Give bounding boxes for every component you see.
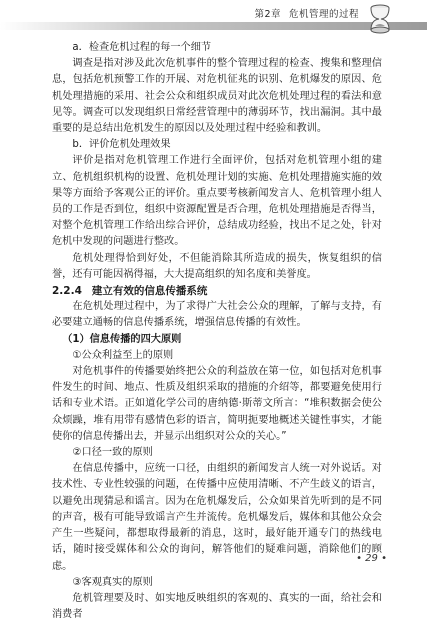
section-title: 建立有效的信息传播系统 xyxy=(91,285,208,298)
principle-2-text: 在信息传播中，应统一口径，由组织的新闻发言人统一对外说话。对技术性、专业性较强的问题，在传播中应使用清晰、不产生歧义的语言，以避免出现猜忌和谣言。因为在危机爆发后，公众如果首先听到的是不同的声音，极有可能导致谣言产生并流传。危机爆发后，媒体和其他公众会产生一些疑问，都想取得最新的消息，这时，最好能开通专门的热线电话，随时接受媒体和公众的询问，解答他们的疑难问题，消除他们的顾虑。 xyxy=(52,463,382,572)
section-heading xyxy=(52,283,382,299)
paragraph-evaluation: 评价是指对危机管理工作进行全面评价，包括对危机管理小组的建立、危机组织机构的设置、危机处理计划的实施、危机处理措施实施的效果等方面给予客观公正的评价。重点要考核新闻发言人、危机管理小组人员的工作是否到位，组织中资源配置是否合理，危机处理措施是否得当，对整个危机管理工作给出综合评价，总结成功经验，找出不足之处，针对危机中发现的问题进行整改。 xyxy=(52,155,382,248)
principle-1-title: ①公众利益至上的原则 xyxy=(72,349,174,361)
section-number: 2.2.4 xyxy=(52,285,82,298)
running-head xyxy=(254,6,359,20)
subsection-heading: （1）信息传播的四大原则 xyxy=(62,333,182,345)
page-body xyxy=(52,40,382,623)
hourglass-icon xyxy=(367,4,393,34)
page-header xyxy=(0,0,427,36)
chapter-title: 危机管理的过程 xyxy=(288,9,359,20)
paragraph-conclusion: 危机处理得恰到好处，不但能消除其所造成的损失，恢复组织的信誉，还有可能因祸得福，大大提高组织的知名度和美誉度。 xyxy=(52,252,382,280)
paragraph-investigation: 调查是指对涉及此次危机事件的整个管理过程的检查、搜集和整理信息，包括危机预警工作的开展、对危机征兆的识别、危机爆发的原因、危机处理措施的采用、社会公众和组织成员对此次危机处理过程的看法和意见等。调查可以发现组织日常经营管理中的薄弱环节，找出漏洞。其中最重要的是总结出危机发生的原因以及处理过程中经验和教训。 xyxy=(52,58,382,135)
page-number: • 29 • xyxy=(356,553,387,564)
principle-3-text: 危机管理要及时、如实地反映组织的客观的、真实的一面，给社会和消费者 xyxy=(52,592,382,621)
heading-a: a．检查危机过程的每一个细节 xyxy=(72,42,212,53)
principle-3-title: ③客观真实的原则 xyxy=(72,576,153,588)
header-gradient-bar xyxy=(0,22,427,30)
principle-1-text: 对危机事件的传播要始终把公众的利益放在第一位，如包括对危机事件发生的时间、地点、性质及组织采取的措施的介绍等，都要避免使用行话和专业术语。正如道化学公司的唐纳德·斯蒂文所言：“堆积数据会使公众烦躁，堆有用带有感情色彩的语言，简明扼要地概述关键性事实，才能使你的信息传播出去，并显示出组织对公众的关心。” xyxy=(52,366,382,442)
principle-2-title: ②口径一致的原则 xyxy=(72,447,153,459)
heading-b: b．评价危机处理效果 xyxy=(72,139,171,151)
chapter-label: 第2章 xyxy=(254,9,281,20)
section-intro: 在危机处理过程中，为了求得广大社会公众的理解，了解与支持，有必要建立通畅的信息传播系统，增强信息传播的有效性。 xyxy=(52,301,382,329)
